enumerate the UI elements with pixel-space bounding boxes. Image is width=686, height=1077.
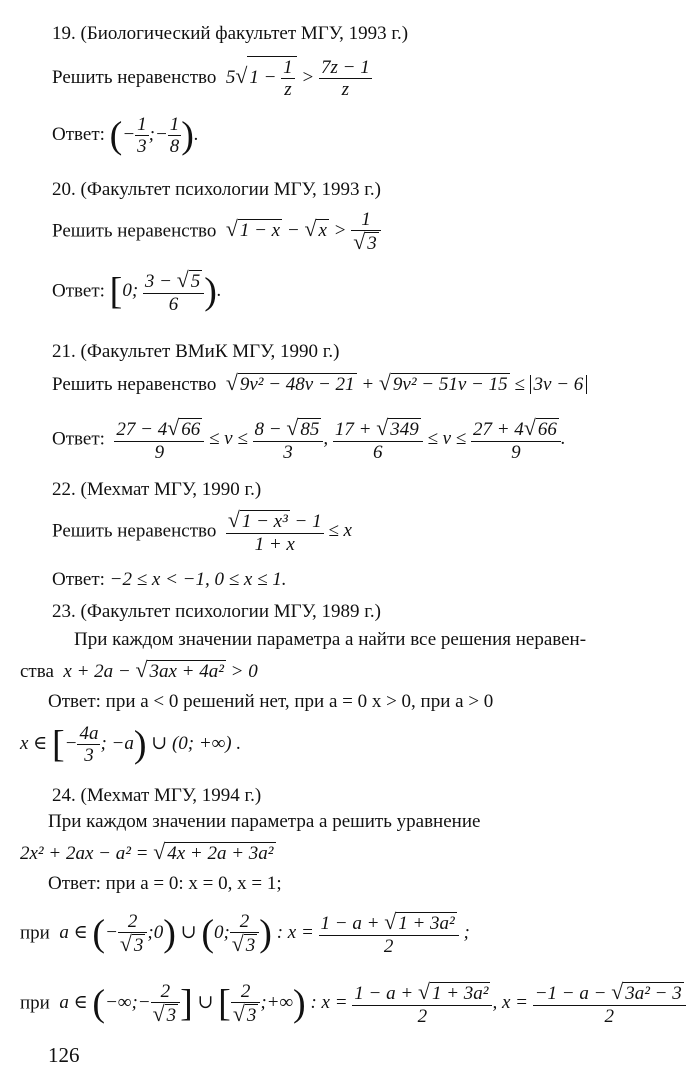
problem-24-case-2: при a ∈ (−∞;− $\frac{2}{√ 3}$ ] ∪ [ $\frac{2}{√ 3}$ ;+∞) : x = $\frac{\text{1 − a + √ 1 + 3a²}}{2}$ , x = $\frac{\text{−1 − a − √ 3a² − 3}}{2}$: [20, 982, 686, 1026]
problem-19-header: 19. (Биологический факультет МГУ, 1993 г.): [52, 23, 409, 44]
problem-22-answer-text: −2 ≤ x < −1, 0 ≤ x ≤ 1.: [109, 569, 287, 590]
problem-23-statement-cont: ства x + 2a − √ 3ax + 4a² > 0: [20, 658, 258, 682]
problem-22-statement: Решить неравенство $\frac{\text{√ 1 − x³ − 1}}{1 + x}$ ≤ x: [52, 508, 352, 555]
problem-24-prompt: При каждом значении параметра a решить уравнение: [48, 811, 481, 832]
problem-20-prompt: Решить неравенство: [52, 220, 217, 242]
problem-23-answer-set: x ∈ [− $\frac{4a}{3}$ ; −a) ∪ (0; +∞) .: [20, 723, 242, 766]
problem-22-prompt: Решить неравенство: [52, 520, 217, 542]
problem-20-answer: Ответ: [0; $\frac{3 - √ 5}{6}$ ).: [52, 268, 222, 315]
problem-20-statement: Решить неравенство √ 1 − x − √ x > $\frac{1}{√ 3}$: [52, 210, 381, 254]
problem-24-case-2-label: при: [20, 992, 50, 1014]
problem-23-header: 23. (Факультет психологии МГУ, 1989 г.): [52, 601, 381, 622]
problem-24-answer-text: Ответ: при a = 0: x = 0, x = 1;: [48, 873, 282, 894]
problem-22-answer: [52, 570, 287, 589]
problem-19-formula: 5√ 1 − $\frac{1}{z}$ > $\frac{7z - 1}{z}$: [221, 57, 370, 100]
problem-20-header: 20. (Факультет психологии МГУ, 1993 г.): [52, 179, 381, 200]
problem-24-case-1: при a ∈ (− $\frac{2}{√ 3}$ ;0) ∪ (0; $\frac{2}{√ 3}$ ) : x = $\frac{\text{1 − a + √ 1 + 3a²}}{2}$ ;: [20, 910, 470, 957]
problem-23-answer-text: Ответ: при a < 0 решений нет, при a = 0 x > 0, при a > 0: [48, 691, 494, 712]
problem-21-answer-label: Ответ:: [52, 428, 105, 450]
problem-19-prompt: Решить неравенство: [52, 66, 217, 88]
problem-24-header: 24. (Мехмат МГУ, 1994 г.): [52, 785, 262, 806]
page-number: 126: [48, 1043, 80, 1067]
problem-20-answer-label: Ответ:: [52, 280, 105, 302]
problem-22-answer-label: Ответ:: [52, 569, 105, 590]
problem-21-header: 21. (Факультет ВМиК МГУ, 1990 г.): [52, 341, 340, 362]
problem-21-prompt: Решить неравенство: [52, 374, 217, 395]
problem-23-prompt-cont: ства: [20, 661, 54, 682]
problem-19-answer: Ответ: (− $\frac{1}{3}$ ;− $\frac{1}{8}$ ).: [52, 114, 199, 157]
problem-24-equation: 2x² + 2ax − a² = √ 4x + 2a + 3a²: [20, 840, 274, 864]
problem-19-statement: [52, 56, 372, 99]
problem-22-header: 22. (Мехмат МГУ, 1990 г.): [52, 479, 262, 500]
problem-21-answer: Ответ: $\frac{27 - 4√ 66}{9}$ ≤ v ≤ $\frac{8 - √ 85}{3}$ , $\frac{17 + √ 349}{6}$ ≤ v ≤ $\frac{27 + 4√ 66}{9}$ .: [52, 416, 566, 463]
problem-21-statement: Решить неравенство √ 9v² − 48v − 21 + √ 9v² − 51v − 15 ≤ 3v − 6: [52, 373, 587, 395]
problem-24-case-1-label: при: [20, 922, 50, 944]
problem-19-answer-label: Ответ:: [52, 123, 105, 145]
problem-23-prompt: При каждом значении параметра a найти все решения неравен-: [74, 629, 587, 650]
